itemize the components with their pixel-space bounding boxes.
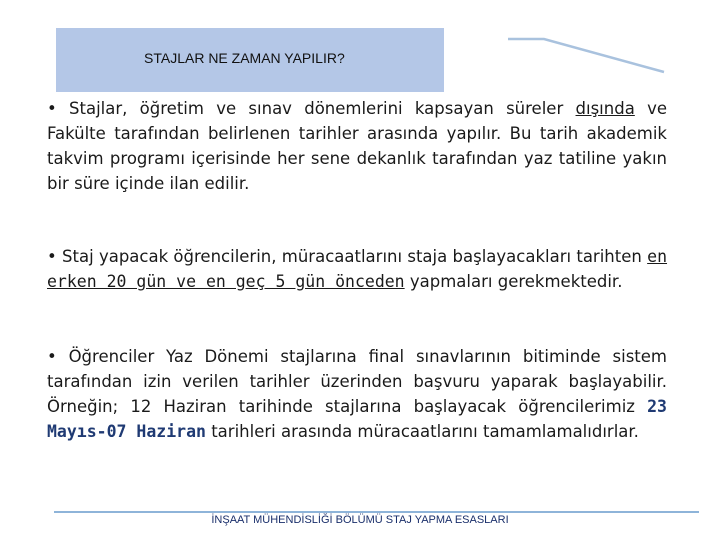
title-box bbox=[56, 28, 444, 92]
highlighted-dates: 23 Mayıs-07 Haziran bbox=[47, 397, 667, 441]
underlined-text: dışında bbox=[575, 99, 635, 118]
page-title: STAJLAR NE ZAMAN YAPILIR? bbox=[144, 50, 345, 66]
decorative-line bbox=[506, 36, 670, 76]
bullet: • bbox=[47, 247, 57, 266]
paragraph-text: Öğrenciler Yaz Dönemi stajlarına final sınavlarının bitiminde sistem tarafından izin verilen tarihler üzerinden başvuru yaparak başlayabilir. Örneğin; 12 Haziran tarihinde stajlarına başlayacak öğrencilerimiz bbox=[47, 347, 667, 416]
footer-divider bbox=[54, 511, 699, 513]
bullet: • bbox=[47, 347, 57, 366]
paragraph-text: yapmaları gerekmektedir. bbox=[409, 272, 623, 291]
bullet: • bbox=[47, 99, 57, 118]
paragraph-muracaat bbox=[47, 244, 667, 294]
paragraph-text: ve Fakülte tarafından belirlenen tarihler arasında yapılır. Bu tarih akademik takvim programı içerisinde her sene dekanlık tarafından yaz tatiline yakın bir süre içinde ilan edilir. bbox=[47, 99, 668, 193]
underlined-deadline: en erken 20 gün ve en geç 5 gün önceden bbox=[47, 247, 668, 291]
footer-title: İNŞAAT MÜHENDİSLİĞİ BÖLÜMÜ STAJ YAPMA ESASLARI bbox=[211, 514, 509, 526]
paragraph-yaz-donemi bbox=[47, 344, 667, 444]
paragraph-text: Staj yapacak öğrencilerin, müracaatlarını staja başlayacakları tarihten bbox=[62, 247, 642, 266]
paragraph-text: Stajlar, öğretim ve sınav dönemlerini kapsayan süreler bbox=[69, 99, 564, 118]
paragraph-text: tarihleri arasında müracaatlarını tamamlamalıdırlar. bbox=[211, 422, 639, 441]
paragraph-staj-zamani bbox=[47, 96, 667, 196]
